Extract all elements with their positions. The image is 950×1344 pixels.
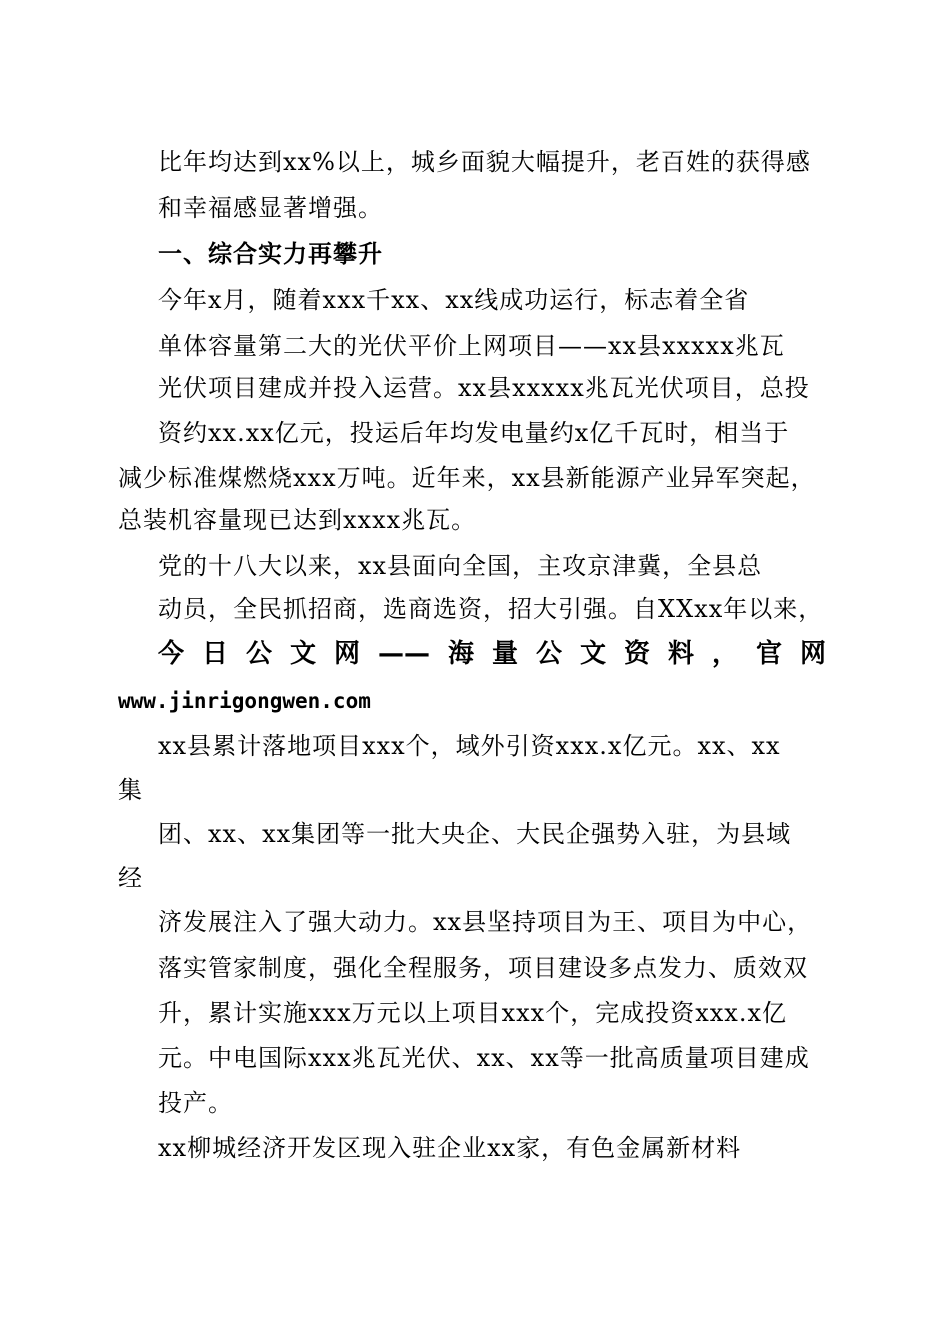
text-line: 升，累计实施xxx万元以上项目xxx个，完成投资xxx.x亿 [158,999,787,1027]
text-line: 比年均达到xx%以上，城乡面貌大幅提升，老百姓的获得感 [158,148,811,176]
text-line: 动员，全民抓招商，选商选资，招大引强。自XXxx年以来， [158,595,824,623]
watermark-banner: 今日公文网——海量公文资料，官网 [158,639,826,669]
text-line: 集 [118,776,143,804]
text-line: 光伏项目建成并投入运营。xx县xxxxx兆瓦光伏项目，总投 [158,374,810,402]
text-line: 团、xx、xx集团等一批大央企、大民企强势入驻，为县域 [158,820,792,848]
website-link[interactable]: www.jinrigongwen.com [118,689,371,713]
text-line: 资约xx.xx亿元，投运后年均发电量约x亿千瓦时，相当于 [158,419,790,447]
text-line: xx县累计落地项目xxx个，域外引资xxx.x亿元。xx、xx [158,732,781,760]
text-line: 党的十八大以来，xx县面向全国，主攻京津冀，全县总 [158,552,763,580]
text-line: 经 [118,864,143,892]
text-line: 今年x月，随着xxx千xx、xx线成功运行，标志着全省 [158,286,750,314]
text-line: 济发展注入了强大动力。xx县坚持项目为王、项目为中心， [158,908,813,936]
section-heading: 一、综合实力再攀升 [158,240,383,268]
text-line: 元。中电国际xxx兆瓦光伏、xx、xx等一批高质量项目建成 [158,1044,810,1072]
text-line: xx柳城经济开发区现入驻企业xx家，有色金属新材料 [158,1134,742,1162]
text-line: 总装机容量现已达到xxxx兆瓦。 [118,506,477,534]
text-line: 落实管家制度，强化全程服务，项目建设多点发力、质效双 [158,954,808,982]
text-line: 投产。 [158,1089,233,1117]
text-line: 和幸福感显著增强。 [158,194,383,222]
text-line: 减少标准煤燃烧xxx万吨。近年来，xx县新能源产业异军突起， [118,464,816,492]
text-line: 单体容量第二大的光伏平价上网项目——xx县xxxxx兆瓦 [158,332,785,360]
